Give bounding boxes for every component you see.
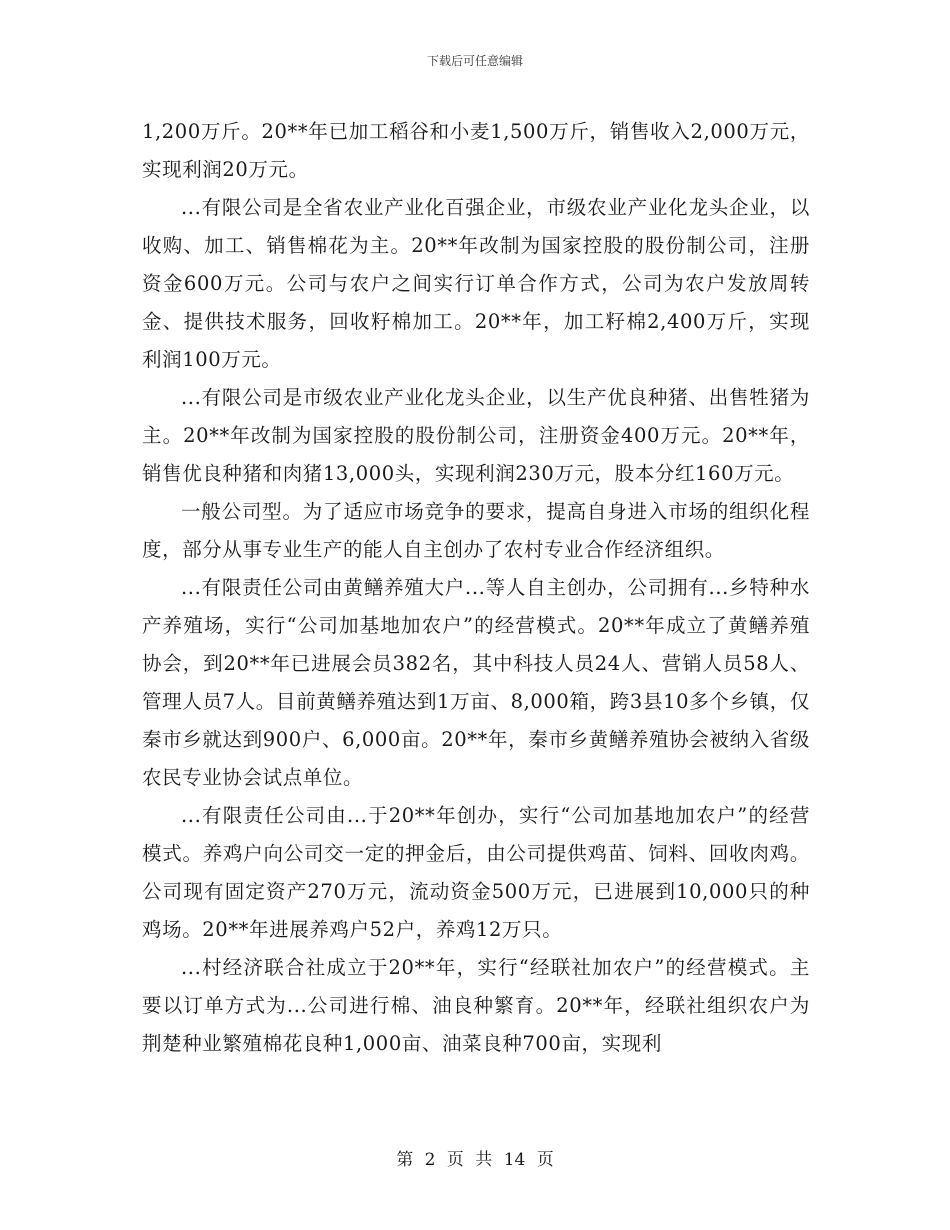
paragraph-6: ...有限责任公司由...于20**年创办，实行“公司加基地加农户”的经营模式。养鸡户向公司交一定的押金后，由公司提供鸡苗、饲料、回收肉鸡。公司现有固定资产270万元，流动资金500万元，已进展到10,000只的种鸡场。20**年进展养鸡户52户，养鸡12万只。 (142, 804, 810, 941)
paragraph-4: 一般公司型。为了适应市场竞争的要求，提高自身进入市场的组织化程度，部分从事专业生产的能人自主创办了农村专业合作经济组织。 (142, 500, 810, 561)
paragraph-3: ...有限公司是市级农业产业化龙头企业，以生产优良种猪、出售牲猪为主。20**年改制为国家控股的股份制公司，注册资金400万元。20**年，销售优良种猪和肉猪13,000头，实现利润230万元，股本分红160万元。 (142, 386, 810, 485)
page-header: 下载后可任意编辑 (426, 54, 523, 68)
paragraph-1: 1,200万斤。20**年已加工稻谷和小麦1,500万斤，销售收入2,000万元，实现利润20万元。 (142, 120, 810, 181)
paragraph-7: ...村经济联合社成立于20**年，实行“经联社加农户”的经营模式。主要以订单方式为...公司进行棉、油良种繁育。20**年，经联社组织农户为荆楚种业繁殖棉花良种1,000亩、油菜良种700亩，实现利 (142, 956, 810, 1055)
paragraph-5: ...有限责任公司由黄鳝养殖大户...等人自主创办，公司拥有...乡特种水产养殖场，实行“公司加基地加农户”的经营模式。20**年成立了黄鳝养殖协会，到20**年已进展会员382名，其中科技人员24人、营销人员58人、管理人员7人。目前黄鳝养殖达到1万亩、8,000箱，跨3县10多个乡镇，仅秦市乡就达到900户、6,000亩。20**年，秦市乡黄鳝养殖协会被纳入省级农民专业协会试点单位。 (142, 576, 810, 789)
paragraph-2: ...有限公司是全省农业产业化百强企业，市级农业产业化龙头企业，以收购、加工、销售棉花为主。20**年改制为国家控股的股份制公司，注册资金600万元。公司与农户之间实行订单合作方式，公司为农户发放周转金、提供技术服务，回收籽棉加工。20**年，加工籽棉2,400万斤，实现利润100万元。 (142, 196, 810, 371)
document-body (142, 113, 810, 1063)
page-footer: 第 2 页 共 14 页 (396, 1150, 554, 1170)
